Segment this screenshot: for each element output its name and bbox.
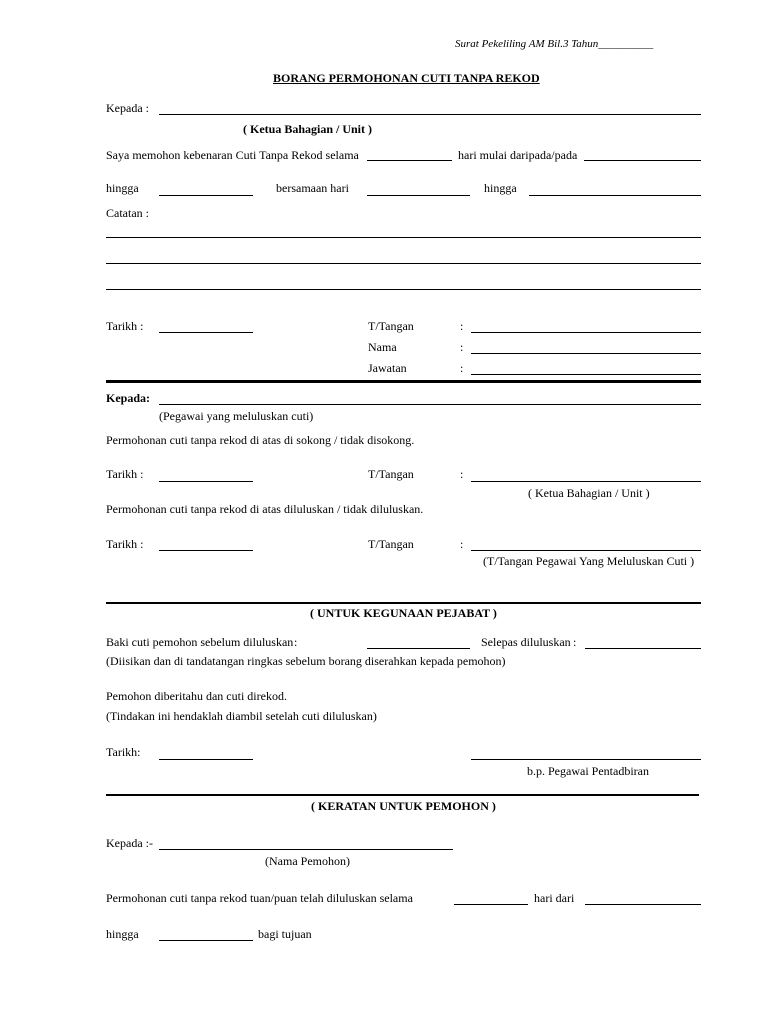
admin-signature-field[interactable]: [471, 759, 701, 760]
colon: :: [460, 340, 464, 354]
sokong-text: Permohonan cuti tanpa rekod di atas di sokong / tidak disokong.: [106, 433, 415, 447]
approver-signature-label: (T/Tangan Pegawai Yang Meluluskan Cuti ): [483, 554, 695, 568]
baki-label: Baki cuti pemohon sebelum diluluskan: [106, 635, 294, 649]
nama-field[interactable]: [471, 353, 701, 354]
approver-signature-field[interactable]: [471, 550, 701, 551]
catatan-label: Catatan :: [106, 206, 149, 220]
mohon-text: Saya memohon kebenaran Cuti Tanpa Rekod selama: [106, 148, 359, 162]
colon: :: [294, 635, 298, 649]
telah-text: Permohonan cuti tanpa rekod tuan/puan telah diluluskan selama: [106, 891, 413, 905]
from-date-field[interactable]: [585, 904, 701, 905]
bersamaan-label: bersamaan hari: [276, 181, 349, 195]
catatan-line-2[interactable]: [106, 263, 701, 264]
tarikh-field-2[interactable]: [159, 481, 253, 482]
signature-field-2[interactable]: [471, 481, 701, 482]
bp-pegawai-label: b.p. Pegawai Pentadbiran: [527, 764, 649, 778]
circular-reference: Surat Pekeliling AM Bil.3 Tahun__________: [455, 38, 654, 50]
note-diisikan: (Diisikan dan di tandatangan ringkas sebelum borang diserahkan kepada pemohon): [106, 654, 506, 668]
hingga-day-field[interactable]: [529, 195, 701, 196]
kepada-field-2[interactable]: [159, 404, 701, 405]
pegawai-label: (Pegawai yang meluluskan cuti): [159, 409, 314, 423]
colon: :: [460, 361, 464, 375]
tarikh-field[interactable]: [159, 332, 253, 333]
hingga-label-2: hingga: [484, 181, 517, 195]
bersamaan-field[interactable]: [367, 195, 470, 196]
ketua-bahagian-label-2: ( Ketua Bahagian / Unit ): [528, 486, 650, 500]
diberitahu-text: Pemohon diberitahu dan cuti direkod.: [106, 689, 287, 703]
catatan-line-3[interactable]: [106, 289, 701, 290]
note-tindakan: (Tindakan ini hendaklah diambil setelah cuti diluluskan): [106, 709, 377, 723]
kepada-label: Kepada :: [106, 101, 149, 115]
colon: :: [460, 467, 464, 481]
nama-pemohon-label: (Nama Pemohon): [265, 854, 350, 868]
tarikh-field-3[interactable]: [159, 550, 253, 551]
ttangan-label: T/Tangan: [368, 319, 414, 333]
to-date-field[interactable]: [159, 940, 253, 941]
ttangan-label-3: T/Tangan: [368, 537, 414, 551]
tarikh-label-2: Tarikh :: [106, 467, 144, 481]
jawatan-field[interactable]: [471, 374, 701, 375]
end-date-field[interactable]: [159, 195, 253, 196]
kepada-label-3: Kepada :-: [106, 836, 153, 850]
hingga-label: hingga: [106, 181, 139, 195]
colon: :: [573, 635, 577, 649]
selepas-field[interactable]: [585, 648, 701, 649]
signature-field[interactable]: [471, 332, 701, 333]
ketua-bahagian-label: ( Ketua Bahagian / Unit ): [243, 122, 373, 136]
hari-mulai-text: hari mulai daripada/pada: [458, 148, 578, 162]
lulus-text: Permohonan cuti tanpa rekod di atas diluluskan / tidak diluluskan.: [106, 502, 424, 516]
jawatan-label: Jawatan: [368, 361, 407, 375]
duration-field[interactable]: [367, 160, 452, 161]
selepas-label: Selepas diluluskan: [481, 635, 571, 649]
nama-pemohon-field[interactable]: [159, 849, 453, 850]
office-use-heading: ( UNTUK KEGUNAAN PEJABAT ): [310, 606, 497, 620]
days-field[interactable]: [454, 904, 528, 905]
kepada-field[interactable]: [159, 114, 701, 115]
colon: :: [460, 319, 464, 333]
nama-label: Nama: [368, 340, 397, 354]
tarikh-field-4[interactable]: [159, 759, 253, 760]
kepada-label-2: Kepada:: [106, 391, 151, 405]
ttangan-label-2: T/Tangan: [368, 467, 414, 481]
bagi-tujuan-label: bagi tujuan: [258, 927, 312, 941]
hingga-label-4: hingga: [106, 927, 139, 941]
keratan-heading: ( KERATAN UNTUK PEMOHON ): [311, 799, 496, 813]
section-divider-2: [106, 602, 701, 604]
start-date-field[interactable]: [584, 160, 701, 161]
tarikh-label: Tarikh :: [106, 319, 144, 333]
form-title: BORANG PERMOHONAN CUTI TANPA REKOD: [273, 71, 540, 85]
tarikh-label-3: Tarikh :: [106, 537, 144, 551]
hari-dari-label: hari dari: [534, 891, 575, 905]
section-divider: [106, 380, 701, 383]
tarikh-label-4: Tarikh:: [106, 745, 141, 759]
colon: :: [460, 537, 464, 551]
baki-field[interactable]: [367, 648, 470, 649]
catatan-line-1[interactable]: [106, 237, 701, 238]
section-divider-3: [106, 794, 699, 796]
